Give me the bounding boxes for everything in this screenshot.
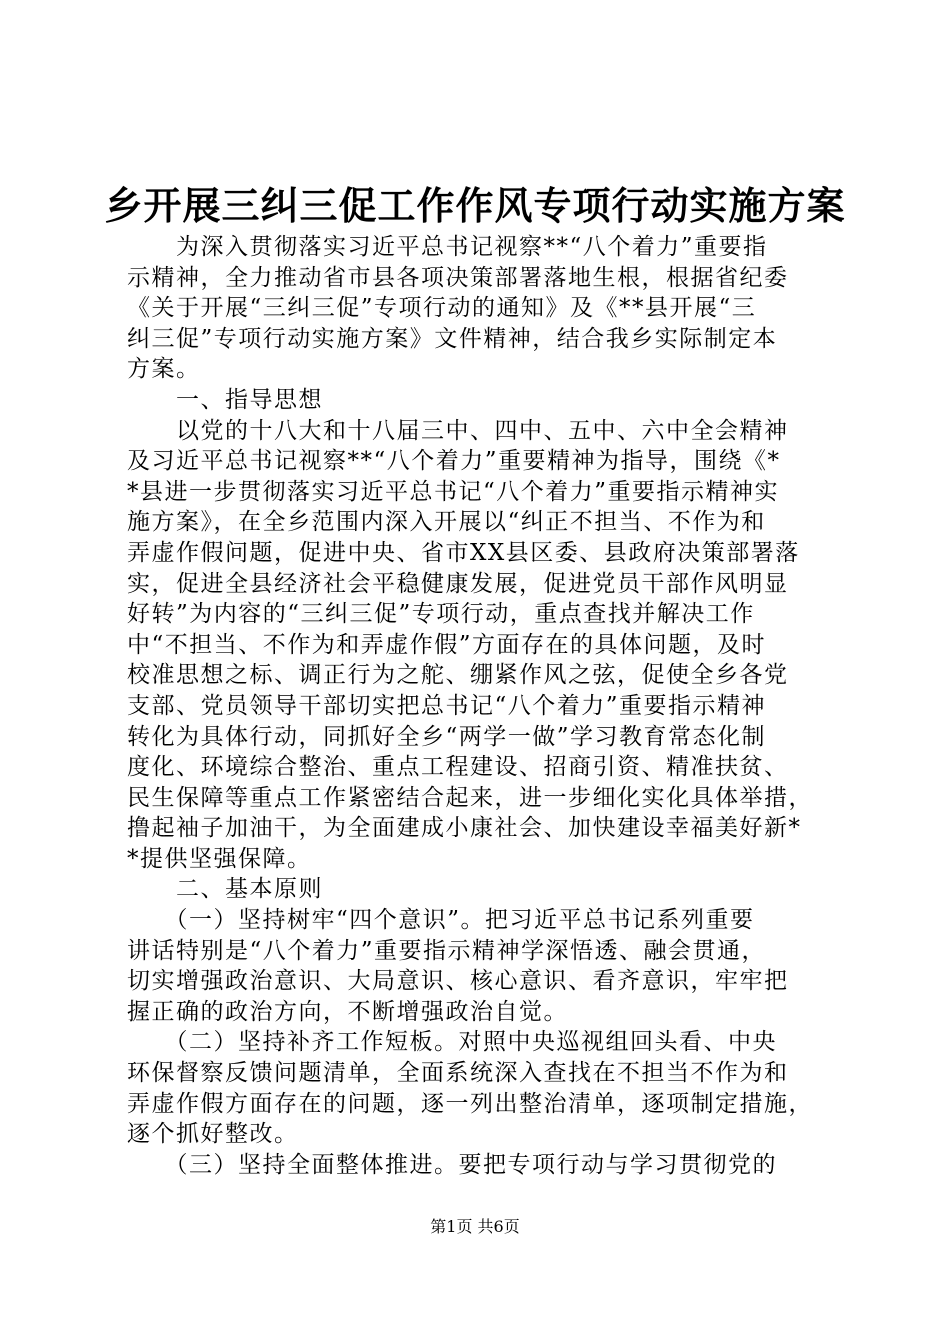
text-line: 实，促进全县经济社会平稳健康发展，促进党员干部作风明显 [127,570,789,597]
document-title: 乡开展三纠三促工作作风专项行动实施方案 [104,183,846,228]
text-line: 施方案》，在全乡范围内深入开展以“纠正不担当、不作为和 [127,509,766,536]
text-line: 好转”为内容的“三纠三促”专项行动，重点查找并解决工作 [127,601,755,628]
text-line: 握正确的政治方向，不断增强政治自觉。 [127,998,568,1025]
text-line: *县进一步贯彻落实习近平总书记“八个着力”重要指示精神实 [127,478,780,505]
text-line: 为深入贯彻落实习近平总书记视察**“八个着力”重要指 [127,234,768,260]
text-line: 弄虚作假问题，促进中央、省市XX县区委、县政府决策部署落 [127,539,800,566]
text-line: 逐个抓好整改。 [127,1121,299,1148]
text-line: （三）坚持全面整体推进。要把专项行动与学习贯彻党的 [127,1151,777,1178]
text-line: 方案。 [127,356,201,383]
text-line: （二）坚持补齐工作短板。对照中央巡视组回头看、中央 [127,1029,777,1056]
text-line: 一、指导思想 [127,386,323,413]
text-line: 示精神，全力推动省市县各项决策部署落地生根，根据省纪委 [127,264,789,291]
text-line: 中“不担当、不作为和弄虚作假”方面存在的具体问题，及时 [127,631,767,658]
text-line: 以党的十八大和十八届三中、四中、五中、六中全会精神 [127,417,789,444]
text-line: 支部、党员领导干部切实把总书记“八个着力”重要指示精神 [127,692,767,719]
text-line: 《关于开展“三纠三促”专项行动的通知》及《**县开展“三 [127,295,757,322]
text-line: 及习近平总书记视察**“八个着力”重要精神为指导，围绕《* [127,448,781,475]
text-line: （一）坚持树牢“四个意识”。把习近平总书记系列重要 [127,907,755,934]
page-footer: 第1页 共6页 [430,1217,520,1236]
text-line: 二、基本原则 [127,876,323,903]
text-line: 转化为具体行动，同抓好全乡“两学一做”学习教育常态化制 [127,723,767,750]
text-line: 讲话特别是“八个着力”重要指示精神学深悟透、融会贯通， [127,937,767,964]
document-body [127,232,837,1180]
text-line: 民生保障等重点工作紧密结合起来，进一步细化实化具体举措， [127,784,813,811]
text-line: 环保督察反馈问题清单，全面系统深入查找在不担当不作为和 [127,1060,789,1087]
text-line: 纠三促”专项行动实施方案》文件精神，结合我乡实际制定本 [127,325,778,352]
text-line: 切实增强政治意识、大局意识、核心意识、看齐意识，牢牢把 [127,968,789,995]
text-line: 校准思想之标、调正行为之舵、绷紧作风之弦，促使全乡各党 [127,662,789,689]
text-line: *提供坚强保障。 [127,845,312,872]
text-line: 弄虚作假方面存在的问题，逐一列出整治清单，逐项制定措施， [127,1090,813,1117]
text-line: 度化、环境综合整治、重点工程建设、招商引资、精准扶贫、 [127,754,789,781]
text-line: 撸起袖子加油干，为全面建成小康社会、加快建设幸福美好新* [127,815,802,842]
